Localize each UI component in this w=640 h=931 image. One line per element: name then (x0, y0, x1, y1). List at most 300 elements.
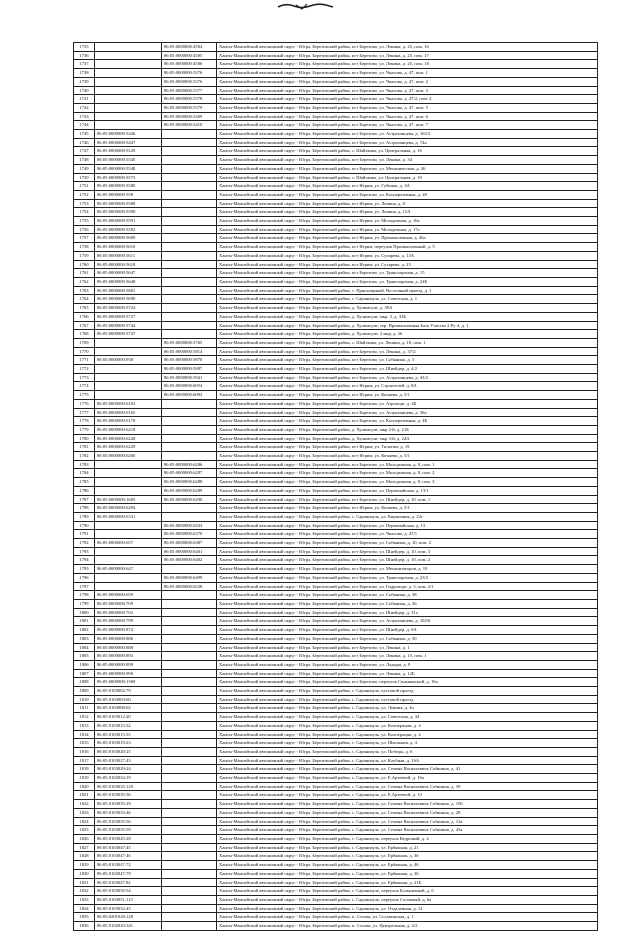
table-row (74, 887, 598, 896)
cadastral-number-cell: 86:05:0000000:657 (95, 539, 162, 548)
premises-cadastral-number-cell (162, 913, 217, 922)
address-cell: Ханты-Мансийский автономный округ - Югра, Березовский район, с. Саранпауль, ул. Победы, д. 6 (217, 747, 598, 756)
table-row (74, 286, 598, 295)
table-row (74, 356, 598, 365)
table-row (74, 834, 598, 843)
premises-cadastral-number-cell (162, 260, 217, 269)
row-number-cell: 1743 (74, 112, 95, 121)
table-row (74, 678, 598, 687)
cadastral-number-cell (95, 382, 162, 391)
address-cell: Ханты-Мансийский автономный округ - Югра, Березовский район, с. Саранпауль, ул. Ербяжная, д. 26 (217, 869, 598, 878)
table-row (74, 695, 598, 704)
address-cell: Ханты-Мансийский автономный округ - Югра, Березовский район, пгт Березово, ул. Шнейдер, д. 10, пом. 3 (217, 547, 598, 556)
address-cell: Ханты-Мансийский автономный округ - Югра, Березовский район, пгт Березово, ул. Шнейдер, д. 10, пом. 1 (217, 495, 598, 504)
row-number-cell: 1740 (74, 86, 95, 95)
address-cell: Ханты-Мансийский автономный округ - Югра, Березовский район, пгт Березово, ул. Первомайская, д. 13/1 (217, 486, 598, 495)
table-row (74, 347, 598, 356)
table-row (74, 713, 598, 722)
premises-cadastral-number-cell (162, 130, 217, 139)
table-row (74, 826, 598, 835)
row-number-cell: 1738 (74, 69, 95, 78)
table-row (74, 217, 598, 226)
table-row (74, 817, 598, 826)
address-cell: Ханты-Мансийский автономный округ - Югра, Березовский район, пгт Березово, ул. Ленина, д. 25, пом. 16 (217, 43, 598, 52)
premises-cadastral-number-cell: 86:05:0000000:5941 (162, 373, 217, 382)
premises-cadastral-number-cell (162, 800, 217, 809)
premises-cadastral-number-cell: 86:05:0000000:6370 (162, 530, 217, 539)
address-cell: Ханты-Мансийский автономный округ - Югра, Березовский район, с. Саранпауль, переулок Сосновый, д. 6а (217, 895, 598, 904)
row-number-cell: 1758 (74, 243, 95, 252)
row-number-cell: 1754 (74, 208, 95, 217)
premises-cadastral-number-cell: 86:05:0000000:6290 (162, 495, 217, 504)
table-row (74, 913, 598, 922)
cadastral-number-cell (95, 373, 162, 382)
address-cell: Ханты-Мансийский автономный округ - Югра, Березовский район, пгт Березово, ул. Ленина, д. 37/2 (217, 347, 598, 356)
row-number-cell: 1792 (74, 539, 95, 548)
cadastral-number-cell: 86:05:0000000:874 (95, 626, 162, 635)
cadastral-number-cell: 86:05:0000000:5446 (95, 130, 162, 139)
premises-cadastral-number-cell (162, 425, 217, 434)
address-cell: Ханты-Мансийский автономный округ - Югра, Березовский район, с. Саранпауль, ул. Е.Артеевой, д. 16а (217, 774, 598, 783)
row-number-cell: 1790 (74, 521, 95, 530)
address-cell: Ханты-Мансийский автономный округ - Югра, Березовский район, с. Саранпауль, ул. Семена Васильевича Собянина, д. 10б (217, 800, 598, 809)
premises-cadastral-number-cell (162, 713, 217, 722)
row-number-cell: 1822 (74, 800, 95, 809)
table-row (74, 504, 598, 513)
row-number-cell: 1753 (74, 199, 95, 208)
table-row (74, 608, 598, 617)
cadastral-number-cell: 86:05:0103035:46 (95, 808, 162, 817)
premises-cadastral-number-cell (162, 251, 217, 260)
table-row (74, 539, 598, 548)
row-number-cell: 1749 (74, 164, 95, 173)
cadastral-number-cell: 86:05:0201028:128 (95, 913, 162, 922)
stamp-icon (276, 2, 336, 11)
cadastral-number-cell (95, 365, 162, 374)
cadastral-number-cell: 86:05:0103035:129 (95, 782, 162, 791)
premises-cadastral-number-cell (162, 417, 217, 426)
cadastral-number-cell: 86:05:0000000:6170 (95, 417, 162, 426)
table-row (74, 669, 598, 678)
address-cell: Ханты-Мансийский автономный округ - Югра, Березовский район, с. Саранпауль, ул. Ербяжная, д. 36 (217, 852, 598, 861)
table-row (74, 660, 598, 669)
address-cell: Ханты-Мансийский автономный округ - Югра, Березовский район, с. Шайтанка, ул. Ленина, д. 10, пом. 1 (217, 338, 598, 347)
row-number-cell: 1819 (74, 774, 95, 783)
row-number-cell: 1750 (74, 173, 95, 182)
row-number-cell: 1820 (74, 782, 95, 791)
address-cell: Ханты-Мансийский автономный округ - Югра, Березовский район, с. Саранпауль, ул. Клубная, д. 16А (217, 756, 598, 765)
table-row (74, 747, 598, 756)
address-cell: Ханты-Мансийский автономный округ - Югра, Березовский район, с. Саранпауль, переулок Кедровый, д. 4 (217, 834, 598, 843)
cadastral-number-cell: 86:05:0103035:59 (95, 826, 162, 835)
address-cell: Ханты-Мансийский автономный округ - Югра, Березовский район, пгт Березово, ул. Астраханцева, д. 102/2 (217, 130, 598, 139)
address-cell: Ханты-Мансийский автономный округ - Югра, Березовский район, пгт Березово, ул. Кооперативная, д. 4Б (217, 417, 598, 426)
table-row (74, 112, 598, 121)
address-cell: Ханты-Мансийский автономный округ - Югра, Березовский район, д. Хулимсунт, мкр. 3, д. 33Б (217, 312, 598, 321)
premises-cadastral-number-cell (162, 730, 217, 739)
premises-cadastral-number-cell (162, 895, 217, 904)
table-row (74, 260, 598, 269)
address-cell: Ханты-Мансийский автономный округ - Югра, Березовский район, пгт Березово, ул. Ленина, д. 34 (217, 156, 598, 165)
cadastral-number-cell (95, 103, 162, 112)
row-number-cell: 1817 (74, 756, 95, 765)
premises-cadastral-number-cell (162, 199, 217, 208)
table-row (74, 565, 598, 574)
premises-cadastral-number-cell (162, 922, 217, 931)
cadastral-number-cell (95, 112, 162, 121)
table-row (74, 330, 598, 339)
table-row (74, 103, 598, 112)
premises-cadastral-number-cell (162, 660, 217, 669)
row-number-cell: 1828 (74, 852, 95, 861)
address-cell: Ханты-Мансийский автономный округ - Югра, Березовский район, пгт Березово, ул. Транспортная, д. 15 (217, 269, 598, 278)
table-row (74, 295, 598, 304)
cadastral-number-cell: 86:05:0000000:5591 (95, 217, 162, 226)
address-cell: Ханты-Мансийский автономный округ - Югра, Березовский район, с. Саранпауль, ул. Ербяжная, д. 46 (217, 861, 598, 870)
address-cell: Ханты-Мансийский автономный округ - Югра, Березовский район, пгт Березово, ул. Молодежная, д. 8, пом. 1 (217, 460, 598, 469)
table-row (74, 43, 598, 52)
table-row (74, 382, 598, 391)
row-number-cell: 1836 (74, 922, 95, 931)
premises-cadastral-number-cell (162, 817, 217, 826)
premises-cadastral-number-cell (162, 678, 217, 687)
cadastral-number-cell (95, 69, 162, 78)
cadastral-number-cell: 86:05:0103047:72 (95, 861, 162, 870)
premises-cadastral-number-cell (162, 774, 217, 783)
row-number-cell: 1832 (74, 887, 95, 896)
address-cell: Ханты-Мансийский автономный округ - Югра, Березовский район, с. Саранпауль, ул. Кирпичная, д. 22г (217, 512, 598, 521)
premises-cadastral-number-cell (162, 808, 217, 817)
row-number-cell: 1794 (74, 556, 95, 565)
address-cell: Ханты-Мансийский автономный округ - Югра, Березовский район, с. Саранпауль, ул. Советская, д. 1 (217, 295, 598, 304)
address-cell: Ханты-Мансийский автономный округ - Югра, Березовский район, пгт Игрим, ул. Ленина, д. 15А (217, 208, 598, 217)
premises-cadastral-number-cell: 86:05:0000000:5409 (162, 112, 217, 121)
row-number-cell: 1791 (74, 530, 95, 539)
row-number-cell: 1746 (74, 138, 95, 147)
premises-cadastral-number-cell (162, 286, 217, 295)
cadastral-number-cell (95, 43, 162, 52)
address-cell: Ханты-Мансийский автономный округ - Югра, Березовский район, пгт Игрим, ул. Строителей, д. 8А (217, 382, 598, 391)
table-row (74, 69, 598, 78)
table-row (74, 600, 598, 609)
cadastral-number-cell (95, 460, 162, 469)
premises-cadastral-number-cell (162, 225, 217, 234)
premises-cadastral-number-cell (162, 869, 217, 878)
premises-cadastral-number-cell (162, 295, 217, 304)
premises-cadastral-number-cell: 86:05:0000000:6286 (162, 460, 217, 469)
address-cell: Ханты-Мансийский автономный округ - Югра, Березовский район, пгт Березово, ул. Чкалова, д. 47, пом. 3 (217, 86, 598, 95)
premises-cadastral-number-cell (162, 617, 217, 626)
cadastral-number-cell: 86:05:0000000:5724 (95, 304, 162, 313)
table-row (74, 765, 598, 774)
cadastral-number-cell: 86:05:0000000:5592 (95, 225, 162, 234)
row-number-cell: 1831 (74, 878, 95, 887)
row-number-cell: 1833 (74, 895, 95, 904)
row-number-cell: 1798 (74, 591, 95, 600)
cadastral-number-cell (95, 60, 162, 69)
cadastral-number-cell: 86:05:0103051:115 (95, 895, 162, 904)
address-cell: Ханты-Мансийский автономный округ - Югра, Березовский район, п. Сосьва, ул. Центральная, д. 2/2 (217, 922, 598, 931)
premises-cadastral-number-cell (162, 312, 217, 321)
address-cell: Ханты-Мансийский автономный округ - Югра, Березовский район, пгт Березово, ул. Ленина, д. 12Б (217, 669, 598, 678)
premises-cadastral-number-cell: 86:05:0000000:6401 (162, 547, 217, 556)
table-row (74, 617, 598, 626)
row-number-cell: 1770 (74, 347, 95, 356)
address-cell: Ханты-Мансийский автономный округ - Югра, Березовский район, пгт Березово, ул. Шнейдер, д. 10, пом. 2 (217, 556, 598, 565)
table-row (74, 225, 598, 234)
premises-cadastral-number-cell (162, 687, 217, 696)
premises-cadastral-number-cell (162, 878, 217, 887)
row-number-cell: 1768 (74, 330, 95, 339)
address-cell: Ханты-Мансийский автономный округ - Югра, Березовский район, пгт Березово, ул. Ленина, д. 25, пом. 17 (217, 51, 598, 60)
cadastral-number-cell: 86:05:0000000:990 (95, 669, 162, 678)
cadastral-number-cell: 86:05:0000000:938 (95, 356, 162, 365)
premises-cadastral-number-cell (162, 512, 217, 521)
address-cell: Ханты-Мансийский автономный округ - Югра, Березовский район, пгт Игрим, ул. Промышленная, д. 46а (217, 234, 598, 243)
table-row (74, 469, 598, 478)
premises-cadastral-number-cell: 86:05:0000000:6287 (162, 469, 217, 478)
table-row (74, 199, 598, 208)
premises-cadastral-number-cell: 86:05:0000000:5378 (162, 95, 217, 104)
row-number-cell: 1763 (74, 286, 95, 295)
premises-cadastral-number-cell (162, 243, 217, 252)
table-row (74, 478, 598, 487)
premises-cadastral-number-cell: 86:05:0000000:6528 (162, 582, 217, 591)
cadastral-number-cell: 86:05:0103003:60 (95, 695, 162, 704)
row-number-cell: 1799 (74, 600, 95, 609)
premises-cadastral-number-cell (162, 399, 217, 408)
row-number-cell: 1780 (74, 434, 95, 443)
cadastral-number-cell: 86:05:0000000:886 (95, 634, 162, 643)
row-number-cell: 1745 (74, 130, 95, 139)
cadastral-number-cell: 86:05:0103002:79 (95, 687, 162, 696)
cadastral-number-cell: 86:05:0000000:1605 (95, 495, 162, 504)
row-number-cell: 1800 (74, 608, 95, 617)
address-cell: Ханты-Мансийский автономный округ - Югра, Березовский район, с. Саранпауль, ул. Семена Васильевича Собянина, д. 39 (217, 782, 598, 791)
address-cell: Ханты-Мансийский автономный округ - Югра, Березовский район, пгт Игрим, ул. Сухарева, д. 13А (217, 251, 598, 260)
premises-cadastral-number-cell: 86:05:0000000:5379 (162, 103, 217, 112)
row-number-cell: 1748 (74, 156, 95, 165)
cadastral-number-cell: 86:05:0000000:709 (95, 600, 162, 609)
address-cell: Ханты-Мансийский автономный округ - Югра, Березовский район, пгт Березово, ул. Первомайская, д. 13 (217, 521, 598, 530)
address-cell: Ханты-Мансийский автономный округ - Югра, Березовский район, пгт Березово, ул. Шнейдер, д. 31а (217, 608, 598, 617)
address-cell: Ханты-Мансийский автономный округ - Югра, Березовский район, пгт Березово, ул. Ленина, д. 15, пом. 1 (217, 652, 598, 661)
table-row (74, 774, 598, 783)
premises-cadastral-number-cell (162, 756, 217, 765)
table-row (74, 182, 598, 191)
table-row (74, 417, 598, 426)
premises-cadastral-number-cell (162, 834, 217, 843)
row-number-cell: 1751 (74, 182, 95, 191)
row-number-cell: 1774 (74, 382, 95, 391)
address-cell: Ханты-Мансийский автономный округ - Югра, Березовский район, пгт Березово, ул. Чкалова, д. 47, пом. 2 (217, 77, 598, 86)
table-row (74, 626, 598, 635)
cadastral-number-cell (95, 486, 162, 495)
table-row (74, 895, 598, 904)
table-row (74, 687, 598, 696)
premises-cadastral-number-cell: 86:05:0000000:5887 (162, 365, 217, 374)
row-number-cell: 1801 (74, 617, 95, 626)
cadastral-number-cell: 86:05:0103034:19 (95, 774, 162, 783)
row-number-cell: 1818 (74, 765, 95, 774)
address-cell: Ханты-Мансийский автономный округ - Югра, Березовский район, пгт Березово, ул. Механизаторов, д. 10 (217, 565, 598, 574)
premises-cadastral-number-cell (162, 608, 217, 617)
premises-cadastral-number-cell (162, 634, 217, 643)
cadastral-number-cell: 86:05:0103008:62 (95, 704, 162, 713)
cadastral-number-cell (95, 121, 162, 130)
premises-cadastral-number-cell (162, 626, 217, 635)
address-cell: Ханты-Мансийский автономный округ - Югра, Березовский район, пгт Березово, ул. Шнейдер, д. 6А (217, 626, 598, 635)
table-row (74, 391, 598, 400)
cadastral-number-cell: 86:05:0000000:6218 (95, 425, 162, 434)
premises-cadastral-number-cell (162, 234, 217, 243)
table-row (74, 800, 598, 809)
row-number-cell: 1764 (74, 295, 95, 304)
premises-cadastral-number-cell (162, 330, 217, 339)
cadastral-number-cell: 86:05:0103045:28 (95, 834, 162, 843)
row-number-cell: 1752 (74, 190, 95, 199)
row-number-cell: 1788 (74, 504, 95, 513)
row-number-cell: 1825 (74, 826, 95, 835)
cadastral-number-cell (95, 86, 162, 95)
premises-cadastral-number-cell (162, 765, 217, 774)
table-row (74, 582, 598, 591)
address-cell: Ханты-Мансийский автономный округ - Югра, Березовский район, пгт Березово, ул. Кооперативная, д. 28 (217, 190, 598, 199)
row-number-cell: 1795 (74, 565, 95, 574)
premises-cadastral-number-cell: 86:05:0000000:6499 (162, 573, 217, 582)
address-cell: Ханты-Мансийский автономный округ - Югра, Березовский район, пгт Березово, ул. Транспортная, д. 23/2 (217, 573, 598, 582)
premises-cadastral-number-cell (162, 321, 217, 330)
cadastral-number-cell (95, 530, 162, 539)
address-cell: Ханты-Мансийский автономный округ - Югра, Березовский район, пгт Игрим, ул. Сухарева, д. 23 (217, 260, 598, 269)
table-row (74, 721, 598, 730)
row-number-cell: 1781 (74, 443, 95, 452)
row-number-cell: 1779 (74, 425, 95, 434)
address-cell: Ханты-Мансийский автономный округ - Югра, Березовский район, пгт Игрим, ул. Молодежная, д. 17а (217, 225, 598, 234)
premises-cadastral-number-cell (162, 138, 217, 147)
row-number-cell: 1793 (74, 547, 95, 556)
premises-cadastral-number-cell (162, 904, 217, 913)
row-number-cell: 1771 (74, 356, 95, 365)
address-cell: Ханты-Мансийский автономный округ - Югра, Березовский район, пгт Березово, ул. Астраханцева, д. 36а (217, 408, 598, 417)
table-row (74, 208, 598, 217)
premises-cadastral-number-cell (162, 208, 217, 217)
row-number-cell: 1742 (74, 103, 95, 112)
row-number-cell: 1786 (74, 486, 95, 495)
address-cell: Ханты-Мансийский автономный округ - Югра, Березовский район, с. Саранпауль, ул. Семена Васильевича Собянина, д. 28 (217, 808, 598, 817)
premises-cadastral-number-cell (162, 217, 217, 226)
premises-cadastral-number-cell: 86:05:0000000:5765 (162, 338, 217, 347)
row-number-cell: 1756 (74, 225, 95, 234)
row-number-cell: 1741 (74, 95, 95, 104)
address-cell: Ханты-Мансийский автономный округ - Югра, Березовский район, с. Шайтанка, ул. Центральная, д. 16 (217, 147, 598, 156)
premises-cadastral-number-cell: 86:05:0000000:5376 (162, 77, 217, 86)
premises-cadastral-number-cell: 86:05:0000000:6333 (162, 521, 217, 530)
premises-cadastral-number-cell (162, 747, 217, 756)
cadastral-number-cell: 86:05:0103047:79 (95, 869, 162, 878)
row-number-cell: 1785 (74, 478, 95, 487)
row-number-cell: 1797 (74, 582, 95, 591)
cadastral-number-cell: 86:05:0000000:6228 (95, 434, 162, 443)
row-number-cell: 1767 (74, 321, 95, 330)
table-row (74, 373, 598, 382)
cadastral-number-cell (95, 582, 162, 591)
table-row (74, 904, 598, 913)
cadastral-number-cell: 86:05:0000000:5648 (95, 277, 162, 286)
table-row (74, 130, 598, 139)
premises-cadastral-number-cell (162, 652, 217, 661)
premises-cadastral-number-cell (162, 695, 217, 704)
address-cell: Ханты-Мансийский автономный округ - Югра, Березовский район, с. Саранпауль, ул. Отдаленная, д. 12 (217, 904, 598, 913)
premises-cadastral-number-cell (162, 182, 217, 191)
cadastral-number-cell: 86:05:0000000:5548 (95, 164, 162, 173)
address-cell: Ханты-Мансийский автономный округ - Югра, Березовский район, пгт Березово, ул. Чкалова, д. 47, пом. 6 (217, 112, 598, 121)
cadastral-number-cell: 86:05:0103012:20 (95, 713, 162, 722)
cadastral-number-cell: 86:05:0000000:5580 (95, 182, 162, 191)
register-table (73, 42, 598, 931)
table-row (74, 60, 598, 69)
address-cell: Ханты-Мансийский автономный округ - Югра, Березовский район, пгт Игрим, ул. Молодежная, д. 16а (217, 217, 598, 226)
cadastral-number-cell: 86:05:0103027:43 (95, 756, 162, 765)
table-row (74, 269, 598, 278)
address-cell: Ханты-Мансийский автономный округ - Югра, Березовский район, пгт Березово, ул. Собянина, д. 50 (217, 634, 598, 643)
row-number-cell: 1773 (74, 373, 95, 382)
cadastral-number-cell: 86:05:0000000:6331 (95, 512, 162, 521)
table-row (74, 460, 598, 469)
table-row (74, 530, 598, 539)
cadastral-number-cell: 86:05:0103047:46 (95, 852, 162, 861)
row-number-cell: 1761 (74, 269, 95, 278)
table-row (74, 365, 598, 374)
address-cell: Ханты-Мансийский автономный округ - Югра, Березовский район, пгт Березово, ул. Собянина, д. 26 (217, 600, 598, 609)
cadastral-number-cell: 86:05:0103020:25 (95, 747, 162, 756)
row-number-cell: 1762 (74, 277, 95, 286)
row-number-cell: 1827 (74, 843, 95, 852)
table-row (74, 190, 598, 199)
address-cell: Ханты-Мансийский автономный округ - Югра, Березовский район, с. Саранпауль, пустовой проезд (217, 687, 598, 696)
cadastral-number-cell: 86:05:0103029:24 (95, 765, 162, 774)
row-number-cell: 1810 (74, 695, 95, 704)
address-cell: Ханты-Мансийский автономный округ - Югра, Березовский район, с. Саранпауль, пустовой проезд (217, 695, 598, 704)
row-number-cell: 1823 (74, 808, 95, 817)
table-row (74, 95, 598, 104)
row-number-cell: 1808 (74, 678, 95, 687)
cadastral-number-cell: 86:05:0000000:6294 (95, 504, 162, 513)
cadastral-number-cell (95, 338, 162, 347)
premises-cadastral-number-cell (162, 669, 217, 678)
cadastral-number-cell: 86:05:0000000:5590 (95, 208, 162, 217)
table-row (74, 434, 598, 443)
cadastral-number-cell: 86:05:0103019:23 (95, 739, 162, 748)
premises-cadastral-number-cell (162, 791, 217, 800)
cadastral-number-cell: 86:05:0000000:6260 (95, 452, 162, 461)
scanner-stamp-mark (276, 2, 336, 11)
premises-cadastral-number-cell: 86:05:0000000:6288 (162, 478, 217, 487)
cadastral-number-cell (95, 347, 162, 356)
table-row (74, 486, 598, 495)
row-number-cell: 1766 (74, 312, 95, 321)
address-cell: Ханты-Мансийский автономный округ - Югра, Березовский район, пгт Игрим, ул. Кочнева, д. 5/1 (217, 504, 598, 513)
table-row (74, 147, 598, 156)
cadastral-number-cell: 86:05:0000000:799 (95, 617, 162, 626)
address-cell: Ханты-Мансийский автономный округ - Югра, Березовский район, с. Шайтанка, ул. Центральная, д. 19 (217, 173, 598, 182)
row-number-cell: 1737 (74, 60, 95, 69)
table-row (74, 643, 598, 652)
table-row (74, 782, 598, 791)
row-number-cell: 1783 (74, 460, 95, 469)
table-row (74, 399, 598, 408)
cadastral-number-cell: 86:05:0102020:341 (95, 922, 162, 931)
